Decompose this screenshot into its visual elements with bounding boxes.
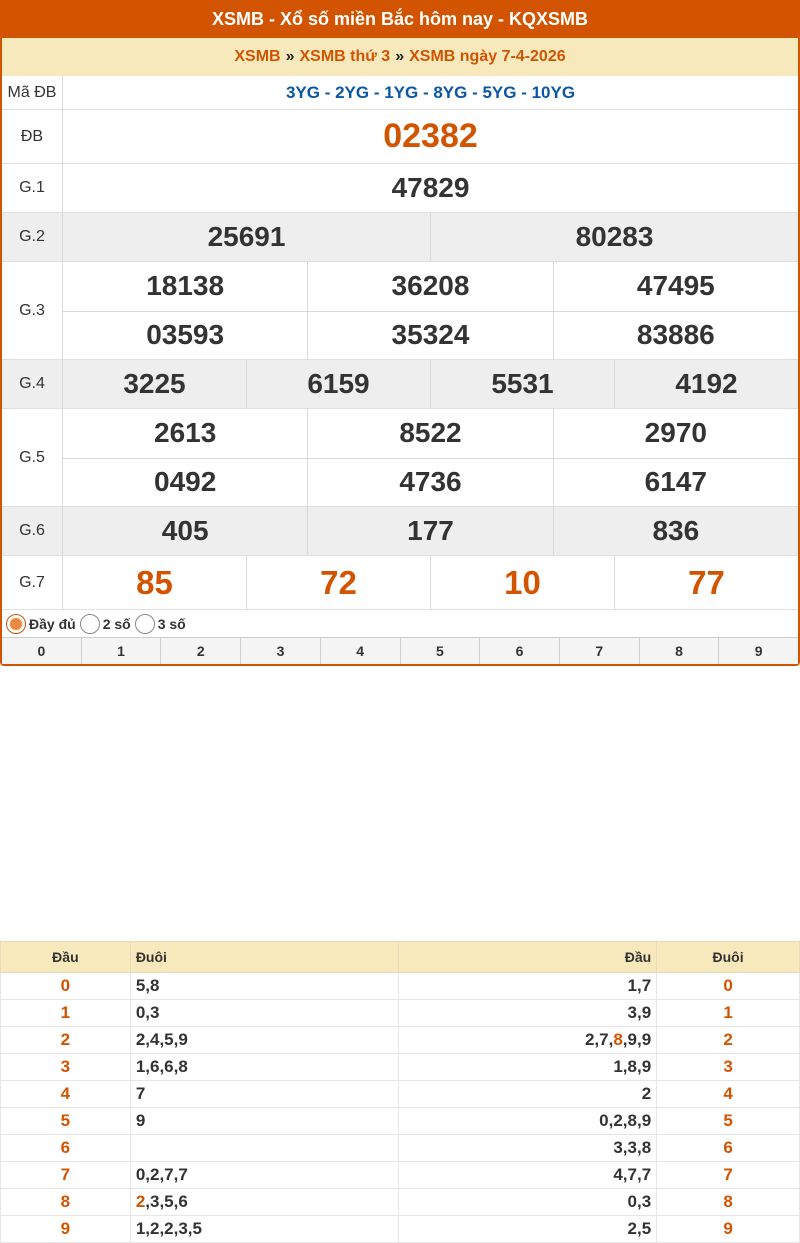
tail-list: 2,4,5,9 [130,1027,399,1054]
prize-label: G.7 [2,556,63,609]
tail-digit: 2 [657,1027,800,1054]
head-digit: 0 [1,973,131,1000]
breadcrumb-separator: » [395,48,405,65]
head-digit: 4 [1,1081,131,1108]
digit-button-9[interactable]: 9 [718,638,798,664]
table-row [1,1162,800,1189]
prize-number: 177 [307,507,552,555]
head-digit: 7 [1,1162,131,1189]
prize-number: 35324 [307,312,552,360]
tail-digit: 1 [657,1000,800,1027]
radio-icon[interactable] [135,614,155,634]
option-full[interactable] [6,614,76,634]
head-list: 2,5 [399,1216,657,1243]
prize-number: 85 [136,563,173,601]
special-code: 3YG - 2YG - 1YG - 8YG - 5YG - 10YG [285,82,576,102]
prize-label: Mã ĐB [2,76,63,109]
prize-label: G.6 [2,507,63,555]
digit-button-6[interactable]: 6 [479,638,559,664]
tail-list: 1,2,2,3,5 [130,1216,399,1243]
head-digit: 9 [1,1216,131,1243]
prize-label: G.5 [2,409,63,506]
digit-button-8[interactable]: 8 [639,638,719,664]
breadcrumb-link-weekday[interactable]: XSMB thứ 3 [299,48,391,65]
loto-table [0,941,800,1243]
tail-list: 0,3 [130,1000,399,1027]
loto-header-row [1,942,800,973]
prize-number: 4736 [307,459,552,507]
display-options [2,610,798,638]
prize-number: 36208 [307,262,552,311]
table-row [1,973,800,1000]
prize-number: 2970 [553,409,798,458]
prize-row-ma-db [2,76,798,110]
prize-label: G.3 [2,262,63,359]
tail-digit: 0 [657,973,800,1000]
tail-digit: 3 [657,1054,800,1081]
head-list: 1,7 [399,973,657,1000]
tail-digit: 9 [657,1216,800,1243]
head-list: 3,9 [399,1000,657,1027]
prize-number: 47495 [553,262,798,311]
tail-list: 9 [130,1108,399,1135]
prize-number: 80283 [430,213,798,261]
table-row [1,1189,800,1216]
special-prize-number: 02382 [383,117,478,155]
option-label: 3 số [157,615,186,632]
page-title: XSMB - Xổ số miền Bắc hôm nay - KQXSMB [0,0,800,38]
head-list: 4,7,7 [399,1162,657,1189]
prize-number: 5531 [430,360,614,408]
tail-digit: 5 [657,1108,800,1135]
prize-label: ĐB [2,110,63,163]
prize-number: 3225 [123,368,186,399]
prize-number: 0492 [154,466,217,498]
breadcrumb-link-date[interactable]: XSMB ngày 7-4-2026 [409,48,566,65]
prize-number: 836 [553,507,798,555]
tail-list: 5,8 [130,973,399,1000]
head-list: 1,8,9 [399,1054,657,1081]
digit-button-4[interactable]: 4 [320,638,400,664]
table-row [1,1135,800,1162]
option-label: Đầy đủ [29,615,76,632]
digit-button-1[interactable]: 1 [81,638,161,664]
highlighted-number: 8 [613,1030,623,1049]
column-header-head: Đầu [399,942,657,973]
option-label: 2 số [102,615,131,632]
radio-selected-icon[interactable] [6,614,26,634]
column-header-tail: Đuôi [657,942,800,973]
head-digit: 8 [1,1189,131,1216]
list-part: ,3,5,6 [145,1192,188,1211]
head-digit: 3 [1,1054,131,1081]
prize-number: 10 [430,556,614,609]
head-digit: 5 [1,1108,131,1135]
prize-row-g5 [2,409,798,507]
breadcrumb-link-xsmb[interactable]: XSMB [234,48,281,65]
prize-number: 4192 [614,360,798,408]
table-row [1,1054,800,1081]
prize-row-g4 [2,360,798,409]
digit-button-2[interactable]: 2 [160,638,240,664]
prize-number: 25691 [207,221,286,252]
head-list [399,1027,657,1054]
tail-digit: 8 [657,1189,800,1216]
tail-digit: 4 [657,1081,800,1108]
table-row [1,1000,800,1027]
digit-button-3[interactable]: 3 [240,638,320,664]
head-list: 3,3,8 [399,1135,657,1162]
digit-button-5[interactable]: 5 [400,638,480,664]
head-list: 0,3 [399,1189,657,1216]
tail-list: 1,6,6,8 [130,1054,399,1081]
option-3-digits[interactable] [135,614,186,634]
list-part: ,9,9 [622,1030,652,1049]
head-digit: 1 [1,1000,131,1027]
tail-list [130,1189,399,1216]
prize-label: G.4 [2,360,63,408]
radio-icon[interactable] [80,614,100,634]
prize-number: 03593 [146,319,225,351]
prize-number: 47829 [391,172,470,203]
list-part: 2,7, [584,1030,614,1049]
prize-number: 6159 [246,360,430,408]
prize-number: 8522 [307,409,552,458]
prize-row-g3 [2,262,798,360]
prize-number: 6147 [553,459,798,507]
prize-row-g1 [2,164,798,213]
table-row [1,1216,800,1243]
head-digit: 6 [1,1135,131,1162]
prize-number: 72 [246,556,430,609]
column-header-head: Đầu [1,942,131,973]
option-2-digits[interactable] [80,614,131,634]
digit-filter [2,638,798,664]
prize-row-g2 [2,213,798,262]
tail-list [130,1135,399,1162]
table-row [1,1108,800,1135]
prize-row-g6 [2,507,798,556]
tail-digit: 7 [657,1162,800,1189]
head-list: 0,2,8,9 [399,1108,657,1135]
breadcrumb [2,38,798,76]
prize-label: G.1 [2,164,63,212]
prize-number: 18138 [146,270,225,302]
highlighted-number: 2 [135,1192,146,1211]
tail-digit: 6 [657,1135,800,1162]
prize-number: 405 [161,515,209,546]
head-list: 2 [399,1081,657,1108]
tail-list: 7 [130,1081,399,1108]
prize-label: G.2 [2,213,63,261]
table-row [1,1027,800,1054]
prize-number: 77 [614,556,798,609]
breadcrumb-separator: » [285,48,295,65]
prize-number: 83886 [553,312,798,360]
tail-list: 0,2,7,7 [130,1162,399,1189]
prize-row-db [2,110,798,164]
table-row [1,1081,800,1108]
prize-number: 2613 [154,417,217,449]
head-digit: 2 [1,1027,131,1054]
column-header-tail: Đuôi [130,942,399,973]
digit-button-7[interactable]: 7 [559,638,639,664]
prize-row-g7 [2,556,798,610]
digit-button-0[interactable]: 0 [37,643,46,659]
